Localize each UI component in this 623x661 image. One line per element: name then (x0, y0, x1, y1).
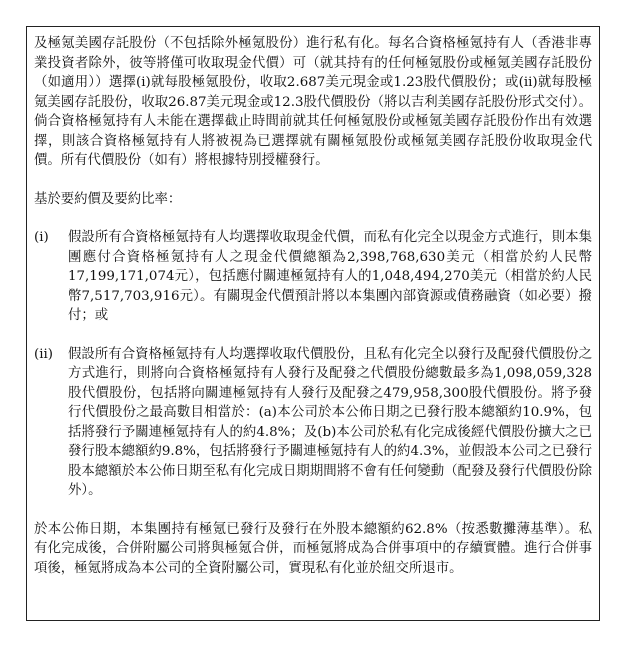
item-text: 假設所有合資格極氪持有人均選擇收取代價股份，且私有化完全以發行及配發代價股份之方式進行，則將向合資格極氪持有人發行及配發之代價股份總數最多為1,098,059,328股代價股份，包括將向關連極氪持有人發行及配發之479,958,300股代價股份。將予發行代價股份之最高數目相當於：(a)本公司於本公佈日期之已發行股本總額約10.9%，包括將發行予關連極氪持有人的約4.8%；及(b)本公司於私有化完成後經代價股份擴大之已發行股本總額約9.8%，包括將發行予關連極氪持有人的約4.3%，並假設本公司之已發行股本總額於本公佈日期至私有化完成日期期間將不會有任何變動（配發及發行代價股份除外）。 (68, 346, 592, 498)
list-item (34, 228, 592, 326)
item-text: 假設所有合資格極氪持有人均選擇收取現金代價，而私有化完全以現金方式進行，則本集團應付合資格極氪持有人之現金代價總額為2,398,768,630美元（相當於約人民幣17,199,171,074元），包括應付關連極氪持有人的1,048,494,270美元（相當於約人民幣7,517,703,916元）。有關現金代價預計將以本集團內部資源或債務融資（如必要）撥付；或 (68, 230, 592, 323)
item-marker: (ii) (34, 346, 54, 362)
list-item (34, 345, 592, 501)
item-marker: (i) (34, 230, 49, 245)
intro-paragraph: 及極氪美國存託股份（不包括除外極氪股份）進行私有化。每名合資格極氪持有人（香港非專業投資者除外，彼等將僅可收取現金代價）可（就其持有的任何極氪股份或極氪美國存託股份（如適用））選擇(i)就每股極氪股份，收取2.687美元現金或1.23股代價股份；或(ii)就每股極氪美國存託股份，收取26.87美元現金或12.3股代價股份（將以吉利美國存託股份形式交付）。倘合資格極氪持有人未能在選擇截止時間前就其任何極氪股份或極氪美國存託股份作出有效選擇，則該合資格極氪持有人將被視為已選擇就有關極氪股份或極氪美國存託股份收取現金代價。所有代價股份（如有）將根據特別授權發行。 (34, 36, 592, 168)
document-body (34, 34, 592, 578)
basis-heading: 基於要約價及要約比率： (34, 191, 182, 207)
final-paragraph: 於本公佈日期，本集團持有極氪已發行及發行在外股本總額約62.8%（按悉數攤薄基準）。私有化完成後，合併附屬公司將與極氪合併，而極氪將成為合併事項中的存續實體。進行合併事項後，極氪將成為本公司的全資附屬公司，實現私有化並於紐交所退市。 (34, 521, 592, 576)
